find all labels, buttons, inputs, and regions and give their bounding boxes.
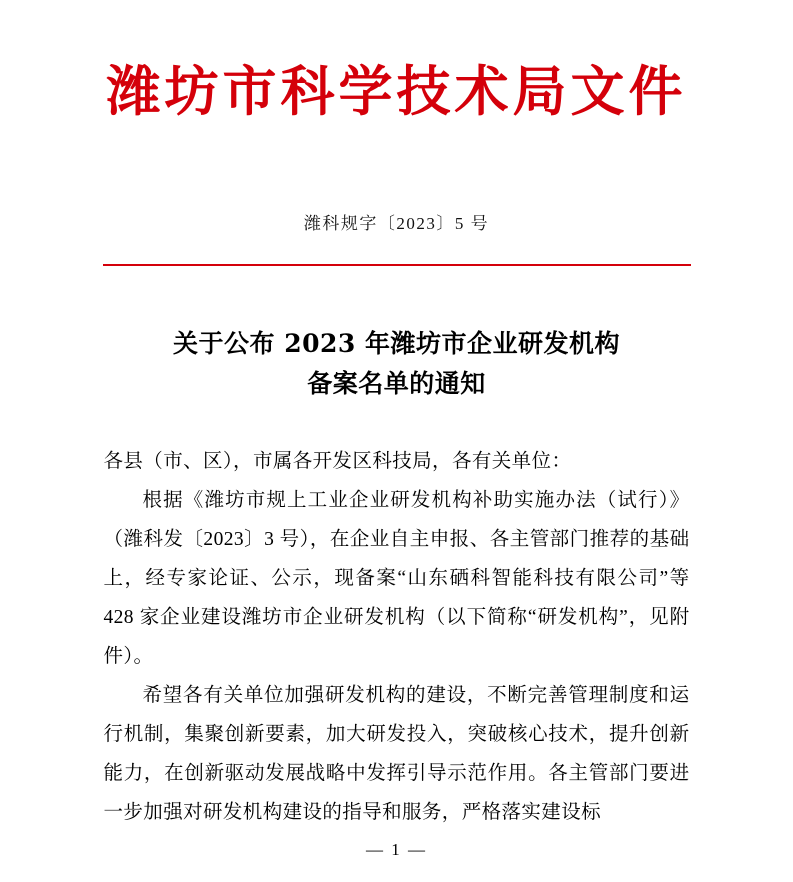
body-paragraph-salutation: 各县（市、区），市属各开发区科技局，各有关单位： — [103, 451, 572, 473]
subject-line-2: 备案名单的通知 — [307, 369, 486, 399]
body-paragraph-2: 希望各有关单位加强研发机构的建设，不断完善管理制度和运行机制，集聚创新要素，加大研发投入，突破核心技术，提升创新能力，在创新驱动发展战略中发挥引导示范作用。各主管部门要进一步加强对研发机构建设的指导和服务，严格落实建设标 — [103, 685, 690, 824]
document-title: 潍坊市科学技术局文件 — [106, 59, 687, 123]
page-number: — 1 — — [366, 840, 427, 859]
document-subject — [0, 324, 793, 404]
subject-line-1: 关于公布 2023 年潍坊市企业研发机构 — [173, 329, 620, 359]
red-divider-rule — [103, 264, 691, 266]
body-paragraph-1: 根据《潍坊市规上工业企业研发机构补助实施办法（试行）》（潍科发〔2023〕3 号），在企业自主申报、各主管部门推荐的基础上，经专家论证、公示，现备案“山东硒科智能科技有限公司”等 428 家企业建设潍坊市企业研发机构（以下简称“研发机构”，见附件）。 — [103, 490, 690, 668]
document-body — [104, 442, 690, 832]
document-number: 潍科规字〔2023〕5 号 — [303, 214, 490, 234]
